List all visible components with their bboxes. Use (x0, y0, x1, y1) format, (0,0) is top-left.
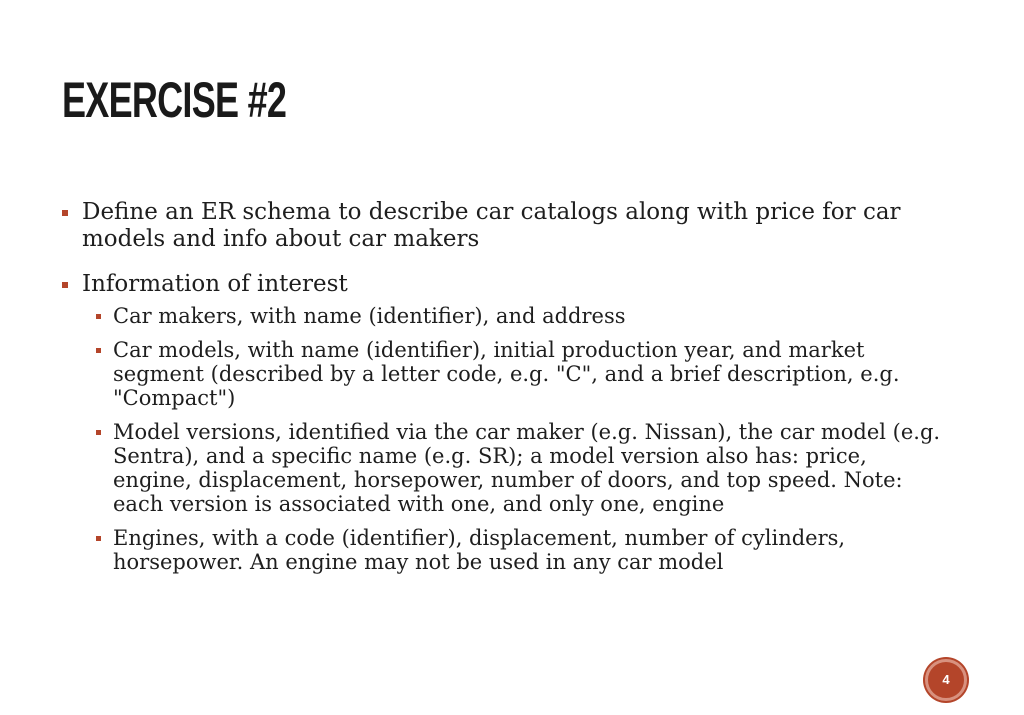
sub-bullet-item (82, 338, 942, 410)
sub-bullet-item (82, 526, 942, 574)
square-bullet-icon (96, 314, 101, 319)
bullet-item (62, 271, 942, 574)
sub-bullet-text: Car models, with name (identifier), initial production year, and market segment (described by a letter code, e.g. "C", and a brief description, e.g. "Compact") (113, 338, 900, 410)
slide-title: EXERCISE #2 (62, 72, 287, 128)
sub-bullet-text: Car makers, with name (identifier), and address (113, 304, 626, 328)
square-bullet-icon (96, 348, 101, 353)
sub-bullet-list (82, 304, 942, 574)
square-bullet-icon (96, 430, 101, 435)
page-number-badge: 4 (925, 659, 967, 701)
square-bullet-icon (96, 536, 101, 541)
square-bullet-icon (62, 282, 68, 288)
sub-bullet-item (82, 420, 942, 516)
sub-bullet-item (82, 304, 942, 328)
slide-content (62, 199, 942, 592)
bullet-item (62, 199, 942, 253)
sub-bullet-text: Engines, with a code (identifier), displacement, number of cylinders, horsepower. An engine may not be used in any car model (113, 526, 846, 574)
bullet-text: Information of interest (82, 271, 348, 297)
sub-bullet-text: Model versions, identified via the car maker (e.g. Nissan), the car model (e.g. Sentra), and a specific name (e.g. SR); a model version also has: price, engine, displacement, horsepower, number of doors, and top speed. Note: each version is associated with one, and only one, engine (113, 420, 941, 516)
square-bullet-icon (62, 210, 68, 216)
bullet-text: Define an ER schema to describe car catalogs along with price for car models and info about car makers (82, 199, 901, 252)
